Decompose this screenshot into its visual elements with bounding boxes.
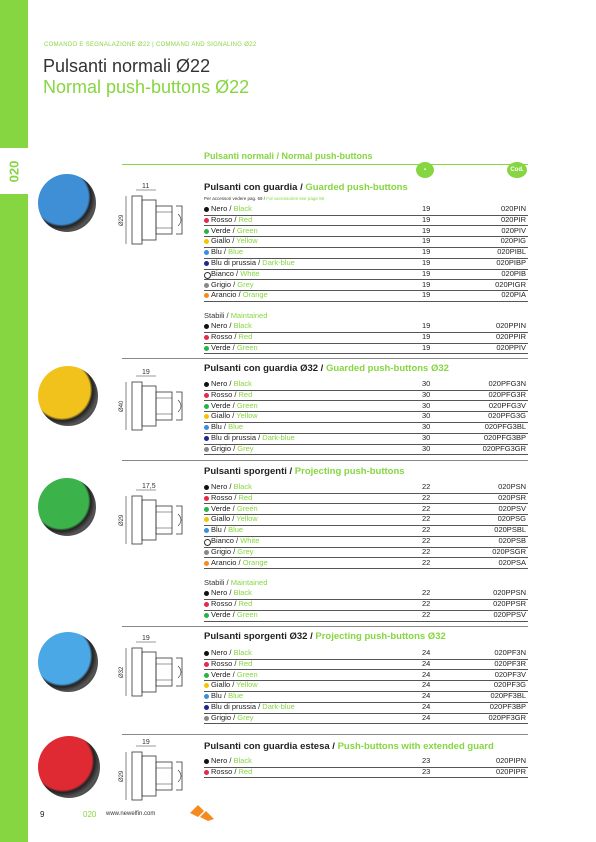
color-label: Verde / Green [211,225,258,235]
product-photo [38,478,96,536]
package-qty: 19 [422,214,431,224]
product-row[interactable] [204,659,528,671]
color-label: Giallo / Yellow [211,680,258,690]
package-qty: 23 [422,766,431,776]
product-row[interactable] [204,536,528,548]
product-row[interactable] [204,547,528,559]
product-code: 020PFG3BL [484,422,526,432]
color-swatch-icon [204,683,209,688]
color-swatch-icon [204,613,209,618]
section-divider [122,460,528,461]
section-title: Pulsanti sporgenti / Projecting push-buttons [204,466,405,477]
package-qty: 22 [422,546,431,556]
product-row[interactable] [204,702,528,714]
product-photo [38,632,98,692]
color-label: Blu / Blue [211,691,244,701]
package-qty: 24 [422,669,431,679]
sidebar [0,0,28,842]
svg-text:Ø32: Ø32 [119,666,125,678]
color-label: Blu / Blue [211,525,244,535]
color-label: Blu di prussia / Dark-blue [211,702,295,711]
section-title: Pulsanti con guardia estesa / Push-buttons with extended guard [204,741,494,752]
color-swatch-icon [204,528,209,533]
package-qty: 22 [422,514,431,524]
product-code: 020PSN [498,482,526,491]
product-code: 020PFG3BP [483,433,526,442]
color-label: Rosso / Red [211,389,253,399]
svg-text:19: 19 [142,739,150,746]
product-photo [38,174,96,232]
section-divider [122,358,528,359]
product-code: 020PIR [500,214,526,224]
product-row[interactable] [204,290,528,302]
product-row[interactable] [204,258,528,270]
product-code: 020PF3G [493,680,526,690]
color-label: Bianco / White [211,536,260,545]
section-title: Pulsanti sporgenti Ø32 / Projecting push-buttons Ø32 [204,631,446,642]
color-label: Rosso / Red [211,766,253,776]
color-swatch-icon [204,485,209,490]
color-label: Verde / Green [211,400,258,410]
color-swatch-icon [204,239,209,244]
svg-text:19: 19 [142,635,150,642]
section-title: Pulsanti con guardia Ø32 / Guarded push-buttons Ø32 [204,363,449,374]
group-label: Stabili / Maintained [204,578,268,588]
color-swatch-icon [204,507,209,512]
color-label: Giallo / Yellow [211,514,258,524]
color-swatch-icon [204,414,209,419]
color-label: Bianco / White [211,268,260,278]
code-icon: Cod. [507,162,527,178]
color-swatch-icon [204,335,209,340]
product-row[interactable] [204,433,528,445]
product-code: 020PPIN [495,321,526,331]
product-code: 020PIGR [495,279,526,289]
svg-text:Ø40: Ø40 [119,400,125,412]
product-row[interactable] [204,558,528,570]
product-row[interactable] [204,599,528,611]
product-row[interactable] [204,482,528,494]
product-code: 020PF3N [494,648,526,657]
page-subtitle: Normal push-buttons Ø22 [43,77,250,97]
color-label: Nero / Black [211,321,252,331]
color-swatch-icon [204,550,209,555]
svg-text:Ø29: Ø29 [119,514,125,526]
product-row[interactable] [204,379,528,391]
color-label: Arancio / Orange [211,557,268,567]
package-icon: ▪ [416,162,434,178]
product-code: 020PF3GR [488,712,526,722]
color-swatch-icon [204,346,209,351]
product-code: 020PIPN [495,756,526,765]
package-qty: 30 [422,389,431,399]
technical-drawing [114,634,194,704]
color-swatch-icon [204,496,209,501]
product-code: 020PIA [501,290,526,300]
package-qty: 19 [422,332,431,341]
color-label: Nero / Black [211,756,252,765]
technical-drawing [114,182,194,252]
color-label: Nero / Black [211,588,252,598]
color-swatch-icon [204,404,209,409]
technical-drawing [114,482,194,552]
product-code: 020PIBL [497,247,526,257]
product-code: 020PIPR [495,766,526,776]
product-row[interactable] [204,226,528,238]
product-code: 020PFG3GR [482,443,526,453]
color-swatch-icon [204,447,209,452]
package-qty: 22 [422,588,431,598]
svg-text:11: 11 [142,183,150,190]
color-swatch-icon [204,250,209,255]
color-label: Blu / Blue [211,247,244,257]
color-swatch-icon [204,716,209,721]
product-code: 020PFG3N [488,379,526,388]
color-swatch-icon [204,673,209,678]
package-qty: 22 [422,503,431,513]
product-code: 020PPIV [496,342,526,352]
color-label: Nero / Black [211,204,252,213]
package-qty: 22 [422,536,431,545]
package-qty: 19 [422,225,431,235]
product-row[interactable] [204,680,528,692]
section-title: Pulsanti con guardia / Guarded push-buttons [204,182,408,193]
package-qty: 19 [422,321,431,331]
package-qty: 30 [422,400,431,410]
product-code: 020PIB [501,268,526,278]
color-label: Rosso / Red [211,492,253,502]
product-row[interactable] [204,411,528,423]
color-label: Arancio / Orange [211,290,268,300]
product-code: 020PPSV [493,610,526,619]
package-qty: 22 [422,557,431,567]
color-swatch-icon [204,694,209,699]
color-label: Rosso / Red [211,599,253,609]
svg-text:Ø29: Ø29 [119,770,125,782]
package-qty: 30 [422,422,431,432]
svg-text:Ø29: Ø29 [119,214,125,226]
package-qty: 22 [422,525,431,535]
color-label: Grigio / Grey [211,279,254,289]
color-swatch-icon [204,393,209,398]
product-code: 020PFG3R [488,389,526,399]
footer-website[interactable]: www.newelfin.com [106,811,156,817]
product-row[interactable] [204,691,528,703]
breadcrumb: COMANDO E SEGNALAZIONE Ø22 | COMMAND AND SIGNALING Ø22 [44,42,257,48]
color-swatch-icon [204,261,209,266]
page-number: 9 [40,810,45,819]
header-divider [122,164,528,165]
color-label: Giallo / Yellow [211,236,258,246]
color-label: Verde / Green [211,503,258,513]
package-qty: 30 [422,411,431,421]
color-label: Blu di prussia / Dark-blue [211,258,295,267]
product-code: 020PSV [498,503,526,513]
color-swatch-icon [204,229,209,234]
product-row[interactable] [204,504,528,516]
product-row[interactable] [204,321,528,333]
product-row[interactable] [204,756,528,768]
product-row[interactable] [204,422,528,434]
color-label: Rosso / Red [211,332,253,341]
footer-section: 020 [83,810,97,819]
product-code: 020PSA [498,557,526,567]
package-qty: 19 [422,204,431,213]
product-row[interactable] [204,236,528,248]
package-qty: 24 [422,712,431,722]
product-row[interactable] [204,280,528,292]
product-row[interactable] [204,401,528,413]
package-qty: 19 [422,258,431,267]
package-qty: 19 [422,268,431,278]
product-row[interactable] [204,610,528,622]
product-code: 020PIG [500,236,526,246]
package-qty: 19 [422,236,431,246]
color-swatch-icon [204,272,211,279]
product-row[interactable] [204,204,528,216]
color-swatch-icon [204,770,209,775]
product-code: 020PSGR [492,546,526,556]
technical-drawing [114,738,194,808]
product-code: 020PIBP [496,258,526,267]
product-code: 020PIN [500,204,526,213]
product-code: 020PFG3G [488,411,526,421]
package-qty: 30 [422,443,431,453]
product-code: 020PSB [498,536,526,545]
product-photo [38,366,98,426]
color-label: Rosso / Red [211,214,253,224]
svg-text:19: 19 [142,369,150,376]
color-swatch-icon [204,517,209,522]
product-code: 020PF3V [494,669,526,679]
product-row[interactable] [204,493,528,505]
color-label: Grigio / Grey [211,443,254,453]
product-code: 020PIV [501,225,526,235]
package-qty: 22 [422,492,431,502]
technical-drawing [114,368,194,438]
product-code: 020PF3BP [489,702,526,711]
color-label: Nero / Black [211,379,252,388]
product-code: 020PPIR [495,332,526,341]
svg-text:17,5: 17,5 [142,483,156,490]
color-swatch-icon [204,293,209,298]
product-row[interactable] [204,444,528,456]
color-swatch-icon [204,218,209,223]
package-qty: 24 [422,691,431,701]
color-swatch-icon [204,539,211,546]
product-row[interactable] [204,269,528,281]
color-label: Blu di prussia / Dark-blue [211,433,295,442]
color-label: Verde / Green [211,610,258,619]
product-code: 020PPSN [493,588,526,598]
package-qty: 24 [422,658,431,668]
package-qty: 24 [422,680,431,690]
product-photo [38,736,100,798]
package-qty: 22 [422,599,431,609]
package-qty: 19 [422,342,431,352]
brand-logo-icon [190,805,214,821]
table-header: Pulsanti normali / Normal push-buttons [204,151,373,161]
color-swatch-icon [204,561,209,566]
color-swatch-icon [204,651,209,656]
color-label: Nero / Black [211,648,252,657]
color-swatch-icon [204,759,209,764]
color-label: Rosso / Red [211,658,253,668]
product-row[interactable] [204,390,528,402]
product-row[interactable] [204,525,528,537]
color-label: Grigio / Grey [211,712,254,722]
product-code: 020PFG3V [488,400,526,410]
product-code: 020PSR [498,492,526,502]
color-label: Grigio / Grey [211,546,254,556]
package-qty: 24 [422,702,431,711]
color-swatch-icon [204,591,209,596]
package-qty: 30 [422,433,431,442]
color-swatch-icon [204,705,209,710]
product-code: 020PSBL [494,525,526,535]
package-qty: 30 [422,379,431,388]
product-code: 020PPSR [493,599,526,609]
section-divider [122,734,528,735]
color-swatch-icon [204,425,209,430]
color-swatch-icon [204,324,209,329]
product-row[interactable] [204,767,528,779]
color-swatch-icon [204,283,209,288]
product-row[interactable] [204,215,528,227]
color-label: Verde / Green [211,342,258,352]
color-swatch-icon [204,436,209,441]
page-title: Pulsanti normali Ø22 [43,56,211,76]
product-row[interactable] [204,247,528,259]
product-row[interactable] [204,648,528,660]
package-qty: 19 [422,247,431,257]
product-row[interactable] [204,332,528,344]
product-code: 020PF3R [494,658,526,668]
product-row[interactable] [204,670,528,682]
product-row[interactable] [204,514,528,526]
product-code: 020PSG [497,514,526,524]
color-label: Nero / Black [211,482,252,491]
section-tab[interactable]: 020 [0,148,28,194]
product-row[interactable] [204,588,528,600]
package-qty: 24 [422,648,431,657]
group-label: Stabili / Maintained [204,311,268,321]
product-row[interactable] [204,713,528,725]
package-qty: 19 [422,279,431,289]
color-swatch-icon [204,382,209,387]
color-label: Giallo / Yellow [211,411,258,421]
section-divider [122,626,528,627]
package-qty: 22 [422,610,431,619]
color-swatch-icon [204,207,209,212]
package-qty: 23 [422,756,431,765]
color-swatch-icon [204,602,209,607]
product-code: 020PF3BL [490,691,526,701]
package-qty: 19 [422,290,431,300]
section-note: Per accessori vedere pag. 59 / For accessories see page 59 [204,196,325,201]
color-label: Verde / Green [211,669,258,679]
color-swatch-icon [204,662,209,667]
color-label: Blu / Blue [211,422,244,432]
package-qty: 22 [422,482,431,491]
product-row[interactable] [204,343,528,355]
